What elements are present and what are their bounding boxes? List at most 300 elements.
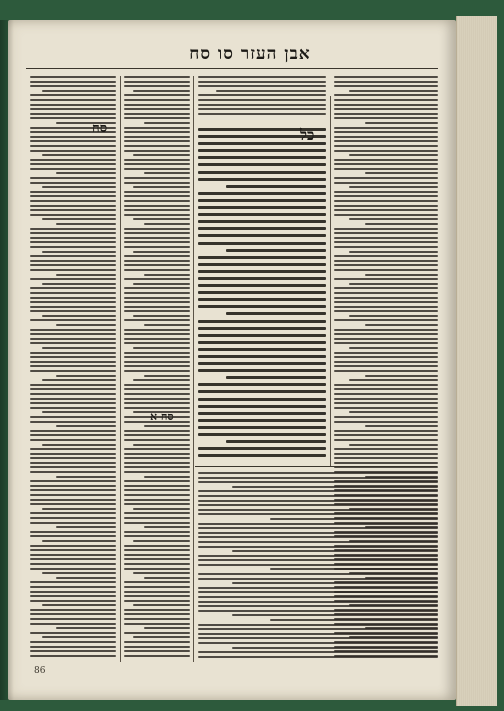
text-line bbox=[349, 186, 438, 188]
text-line bbox=[124, 287, 190, 289]
text-line bbox=[30, 568, 116, 570]
text-line bbox=[198, 532, 438, 534]
text-line bbox=[198, 320, 326, 323]
text-line bbox=[349, 90, 438, 92]
text-line bbox=[334, 384, 438, 386]
text-line bbox=[334, 228, 438, 230]
text-line bbox=[232, 647, 438, 649]
text-line bbox=[30, 613, 116, 615]
text-line bbox=[42, 251, 116, 253]
text-line bbox=[334, 329, 438, 331]
text-line bbox=[124, 182, 190, 184]
text-line bbox=[30, 549, 116, 551]
text-line bbox=[30, 517, 116, 519]
text-line bbox=[30, 260, 116, 262]
text-line bbox=[42, 604, 116, 606]
text-line bbox=[42, 572, 116, 574]
text-line bbox=[30, 466, 116, 468]
text-line bbox=[198, 263, 326, 266]
text-line bbox=[349, 283, 438, 285]
text-line bbox=[144, 526, 190, 528]
commentary-column-left-center bbox=[124, 76, 190, 662]
text-line bbox=[198, 477, 438, 479]
text-line bbox=[334, 356, 438, 358]
text-line bbox=[334, 457, 438, 459]
text-line bbox=[198, 199, 326, 202]
text-line bbox=[30, 306, 116, 308]
text-line bbox=[30, 214, 116, 216]
text-line bbox=[124, 140, 190, 142]
text-line bbox=[198, 234, 326, 237]
text-line bbox=[30, 310, 116, 312]
text-line bbox=[198, 624, 438, 626]
text-line bbox=[124, 113, 190, 115]
text-line bbox=[30, 352, 116, 354]
text-line bbox=[124, 365, 190, 367]
text-line bbox=[334, 117, 438, 119]
text-line bbox=[124, 292, 190, 294]
text-line bbox=[198, 85, 326, 87]
text-line bbox=[198, 523, 438, 525]
text-line bbox=[334, 297, 438, 299]
text-line bbox=[365, 172, 438, 174]
text-line bbox=[198, 591, 438, 593]
text-line bbox=[42, 347, 116, 349]
text-line bbox=[144, 627, 190, 629]
text-line bbox=[349, 444, 438, 446]
text-line bbox=[133, 444, 190, 446]
text-line bbox=[198, 454, 326, 457]
text-line bbox=[30, 632, 116, 634]
text-line bbox=[198, 284, 326, 287]
text-line bbox=[334, 365, 438, 367]
text-line bbox=[124, 531, 190, 533]
text-line bbox=[334, 85, 438, 87]
text-line bbox=[216, 90, 326, 92]
text-line bbox=[198, 536, 438, 538]
text-line bbox=[124, 646, 190, 648]
text-line bbox=[30, 361, 116, 363]
text-line bbox=[334, 333, 438, 335]
text-line bbox=[133, 379, 190, 381]
text-line bbox=[198, 362, 326, 365]
text-line bbox=[124, 209, 190, 211]
text-line bbox=[365, 274, 438, 276]
text-line bbox=[334, 416, 438, 418]
text-line bbox=[198, 596, 438, 598]
text-line bbox=[334, 94, 438, 96]
text-line bbox=[42, 411, 116, 413]
text-line bbox=[42, 154, 116, 156]
header-rule bbox=[26, 68, 438, 69]
text-line bbox=[42, 218, 116, 220]
text-line bbox=[198, 81, 326, 83]
text-line bbox=[30, 545, 116, 547]
text-line bbox=[30, 522, 116, 524]
text-line bbox=[144, 375, 190, 377]
text-line bbox=[124, 99, 190, 101]
text-line bbox=[30, 581, 116, 583]
text-line bbox=[226, 249, 326, 252]
text-line bbox=[198, 242, 326, 245]
text-line bbox=[30, 200, 116, 202]
text-line bbox=[30, 646, 116, 648]
text-line bbox=[144, 274, 190, 276]
text-line bbox=[124, 480, 190, 482]
text-line bbox=[30, 448, 116, 450]
text-line bbox=[334, 462, 438, 464]
text-line bbox=[198, 178, 326, 181]
section-mark-center: סח א bbox=[150, 410, 174, 423]
text-line bbox=[198, 76, 326, 78]
text-line bbox=[124, 485, 190, 487]
text-line bbox=[198, 163, 326, 166]
text-line bbox=[334, 195, 438, 197]
text-line bbox=[124, 512, 190, 514]
text-line bbox=[124, 333, 190, 335]
text-line bbox=[124, 338, 190, 340]
text-line bbox=[334, 319, 438, 321]
text-line bbox=[30, 255, 116, 257]
text-line bbox=[124, 342, 190, 344]
text-line bbox=[124, 117, 190, 119]
text-line bbox=[334, 108, 438, 110]
text-line bbox=[334, 402, 438, 404]
text-line bbox=[198, 348, 326, 351]
text-line bbox=[198, 559, 438, 561]
text-line bbox=[198, 104, 326, 106]
text-line bbox=[30, 81, 116, 83]
text-line bbox=[334, 113, 438, 115]
text-line bbox=[334, 439, 438, 441]
text-line bbox=[334, 81, 438, 83]
text-line bbox=[334, 264, 438, 266]
text-line bbox=[334, 430, 438, 432]
text-line bbox=[30, 503, 116, 505]
text-line bbox=[124, 563, 190, 565]
text-line bbox=[232, 550, 438, 552]
text-line bbox=[30, 595, 116, 597]
text-line bbox=[198, 305, 326, 308]
text-line bbox=[334, 232, 438, 234]
text-line bbox=[133, 154, 190, 156]
text-line bbox=[30, 407, 116, 409]
text-line bbox=[30, 195, 116, 197]
text-line bbox=[124, 278, 190, 280]
column-divider-left bbox=[120, 76, 121, 662]
text-line bbox=[30, 301, 116, 303]
text-line bbox=[30, 398, 116, 400]
text-line bbox=[365, 324, 438, 326]
text-line bbox=[30, 292, 116, 294]
text-line bbox=[124, 623, 190, 625]
text-line bbox=[144, 172, 190, 174]
text-line bbox=[30, 99, 116, 101]
text-line bbox=[30, 623, 116, 625]
text-line bbox=[198, 171, 326, 174]
text-line bbox=[124, 434, 190, 436]
text-line bbox=[30, 563, 116, 565]
text-line bbox=[124, 393, 190, 395]
text-line bbox=[198, 412, 326, 415]
text-line bbox=[198, 206, 326, 209]
text-line bbox=[124, 407, 190, 409]
text-line bbox=[334, 182, 438, 184]
folio-number: 86 bbox=[34, 666, 46, 676]
text-line bbox=[334, 241, 438, 243]
text-line bbox=[124, 297, 190, 299]
text-line bbox=[124, 545, 190, 547]
text-line bbox=[133, 540, 190, 542]
text-line bbox=[124, 352, 190, 354]
text-line bbox=[334, 393, 438, 395]
text-line bbox=[30, 264, 116, 266]
text-line bbox=[133, 347, 190, 349]
text-line bbox=[124, 439, 190, 441]
text-line bbox=[198, 256, 326, 259]
text-line bbox=[198, 633, 438, 635]
text-line bbox=[124, 466, 190, 468]
text-line bbox=[30, 457, 116, 459]
text-line bbox=[42, 379, 116, 381]
text-line bbox=[30, 421, 116, 423]
text-line bbox=[124, 104, 190, 106]
text-line bbox=[30, 338, 116, 340]
text-line bbox=[124, 632, 190, 634]
text-line bbox=[124, 430, 190, 432]
text-line bbox=[198, 405, 326, 408]
text-line bbox=[124, 641, 190, 643]
text-line bbox=[124, 246, 190, 248]
text-line bbox=[30, 319, 116, 321]
text-line bbox=[198, 298, 326, 301]
text-line bbox=[124, 319, 190, 321]
main-text-block bbox=[198, 128, 326, 462]
text-line bbox=[30, 655, 116, 657]
text-line bbox=[30, 150, 116, 152]
text-line bbox=[226, 312, 326, 315]
text-line bbox=[30, 287, 116, 289]
text-line bbox=[334, 398, 438, 400]
text-line bbox=[124, 81, 190, 83]
text-line bbox=[365, 425, 438, 427]
text-line bbox=[349, 218, 438, 220]
text-line bbox=[349, 154, 438, 156]
text-line bbox=[30, 650, 116, 652]
text-line bbox=[30, 489, 116, 491]
text-line bbox=[56, 223, 116, 225]
text-line bbox=[124, 618, 190, 620]
text-line bbox=[334, 434, 438, 436]
text-line bbox=[30, 586, 116, 588]
text-line bbox=[124, 329, 190, 331]
text-line bbox=[30, 609, 116, 611]
text-line bbox=[198, 656, 438, 658]
text-line bbox=[42, 636, 116, 638]
text-line bbox=[349, 251, 438, 253]
text-line bbox=[124, 554, 190, 556]
text-line bbox=[56, 324, 116, 326]
text-line bbox=[30, 163, 116, 165]
text-line bbox=[133, 315, 190, 317]
running-head: אבן העזר סו סח bbox=[189, 44, 311, 64]
text-line bbox=[56, 577, 116, 579]
text-line bbox=[30, 393, 116, 395]
text-line bbox=[30, 168, 116, 170]
text-line bbox=[334, 168, 438, 170]
text-line bbox=[198, 433, 326, 436]
text-line bbox=[124, 499, 190, 501]
text-line bbox=[198, 578, 438, 580]
text-line bbox=[124, 159, 190, 161]
text-line bbox=[198, 642, 438, 644]
text-line bbox=[334, 209, 438, 211]
text-line bbox=[198, 390, 326, 393]
text-line bbox=[198, 651, 438, 653]
text-line bbox=[198, 495, 438, 497]
text-line bbox=[198, 541, 438, 543]
text-line bbox=[30, 145, 116, 147]
text-line bbox=[198, 291, 326, 294]
text-line bbox=[124, 370, 190, 372]
text-line bbox=[30, 329, 116, 331]
text-line bbox=[124, 85, 190, 87]
text-line bbox=[56, 375, 116, 377]
text-line bbox=[56, 526, 116, 528]
text-line bbox=[124, 150, 190, 152]
text-line bbox=[30, 228, 116, 230]
text-line bbox=[198, 270, 326, 273]
text-line bbox=[133, 186, 190, 188]
text-line bbox=[124, 241, 190, 243]
text-line bbox=[42, 90, 116, 92]
text-line bbox=[198, 490, 438, 492]
text-line bbox=[124, 568, 190, 570]
text-line bbox=[133, 283, 190, 285]
text-line bbox=[124, 517, 190, 519]
text-line bbox=[30, 191, 116, 193]
text-line bbox=[198, 573, 438, 575]
text-line bbox=[198, 227, 326, 230]
text-line bbox=[198, 383, 326, 386]
text-line bbox=[334, 163, 438, 165]
text-line bbox=[30, 439, 116, 441]
text-line bbox=[30, 342, 116, 344]
text-line bbox=[124, 310, 190, 312]
text-line bbox=[124, 522, 190, 524]
text-line bbox=[30, 416, 116, 418]
text-line bbox=[30, 356, 116, 358]
text-line bbox=[124, 136, 190, 138]
text-line bbox=[124, 549, 190, 551]
text-line bbox=[226, 185, 326, 188]
text-line bbox=[124, 76, 190, 78]
text-line bbox=[334, 306, 438, 308]
commentary-block-top bbox=[198, 76, 326, 120]
text-line bbox=[334, 453, 438, 455]
text-line bbox=[144, 425, 190, 427]
text-line bbox=[198, 637, 438, 639]
text-line bbox=[124, 535, 190, 537]
text-line bbox=[30, 499, 116, 501]
text-line bbox=[30, 641, 116, 643]
text-line bbox=[198, 610, 438, 612]
text-line bbox=[56, 476, 116, 478]
text-line bbox=[349, 347, 438, 349]
text-line bbox=[198, 277, 326, 280]
text-line bbox=[124, 398, 190, 400]
text-line bbox=[124, 494, 190, 496]
section-initial-word: כל bbox=[300, 126, 315, 144]
text-line bbox=[133, 604, 190, 606]
text-line bbox=[144, 577, 190, 579]
text-line bbox=[30, 85, 116, 87]
text-line bbox=[124, 191, 190, 193]
text-line bbox=[30, 535, 116, 537]
text-line bbox=[334, 237, 438, 239]
text-line bbox=[198, 99, 326, 101]
text-line bbox=[232, 582, 438, 584]
text-line bbox=[30, 278, 116, 280]
text-line bbox=[124, 402, 190, 404]
text-line bbox=[334, 292, 438, 294]
text-line bbox=[124, 131, 190, 133]
text-line bbox=[30, 136, 116, 138]
text-line bbox=[198, 564, 438, 566]
text-line bbox=[226, 440, 326, 443]
text-line bbox=[30, 140, 116, 142]
text-line bbox=[124, 613, 190, 615]
text-line bbox=[198, 327, 326, 330]
text-line bbox=[124, 237, 190, 239]
text-line bbox=[334, 278, 438, 280]
text-line bbox=[30, 232, 116, 234]
text-line bbox=[30, 384, 116, 386]
text-line bbox=[198, 369, 326, 372]
text-line bbox=[124, 306, 190, 308]
text-line bbox=[198, 587, 438, 589]
text-line bbox=[334, 99, 438, 101]
text-line bbox=[30, 554, 116, 556]
text-line bbox=[30, 365, 116, 367]
text-line bbox=[30, 297, 116, 299]
text-line bbox=[124, 457, 190, 459]
text-line bbox=[30, 453, 116, 455]
text-line bbox=[198, 555, 438, 557]
text-line bbox=[124, 177, 190, 179]
text-line bbox=[124, 384, 190, 386]
text-line bbox=[30, 485, 116, 487]
text-line bbox=[349, 411, 438, 413]
text-line bbox=[30, 108, 116, 110]
text-line bbox=[133, 218, 190, 220]
text-line bbox=[30, 558, 116, 560]
text-line bbox=[334, 104, 438, 106]
text-line bbox=[334, 361, 438, 363]
text-line bbox=[334, 370, 438, 372]
text-line bbox=[124, 301, 190, 303]
text-line bbox=[124, 595, 190, 597]
text-line bbox=[198, 628, 438, 630]
text-line bbox=[349, 379, 438, 381]
main-text-bottom-rule bbox=[195, 466, 437, 467]
text-line bbox=[30, 494, 116, 496]
text-line bbox=[133, 90, 190, 92]
page-edges bbox=[456, 16, 497, 706]
text-line bbox=[334, 191, 438, 193]
text-line bbox=[198, 447, 326, 450]
text-line bbox=[30, 333, 116, 335]
